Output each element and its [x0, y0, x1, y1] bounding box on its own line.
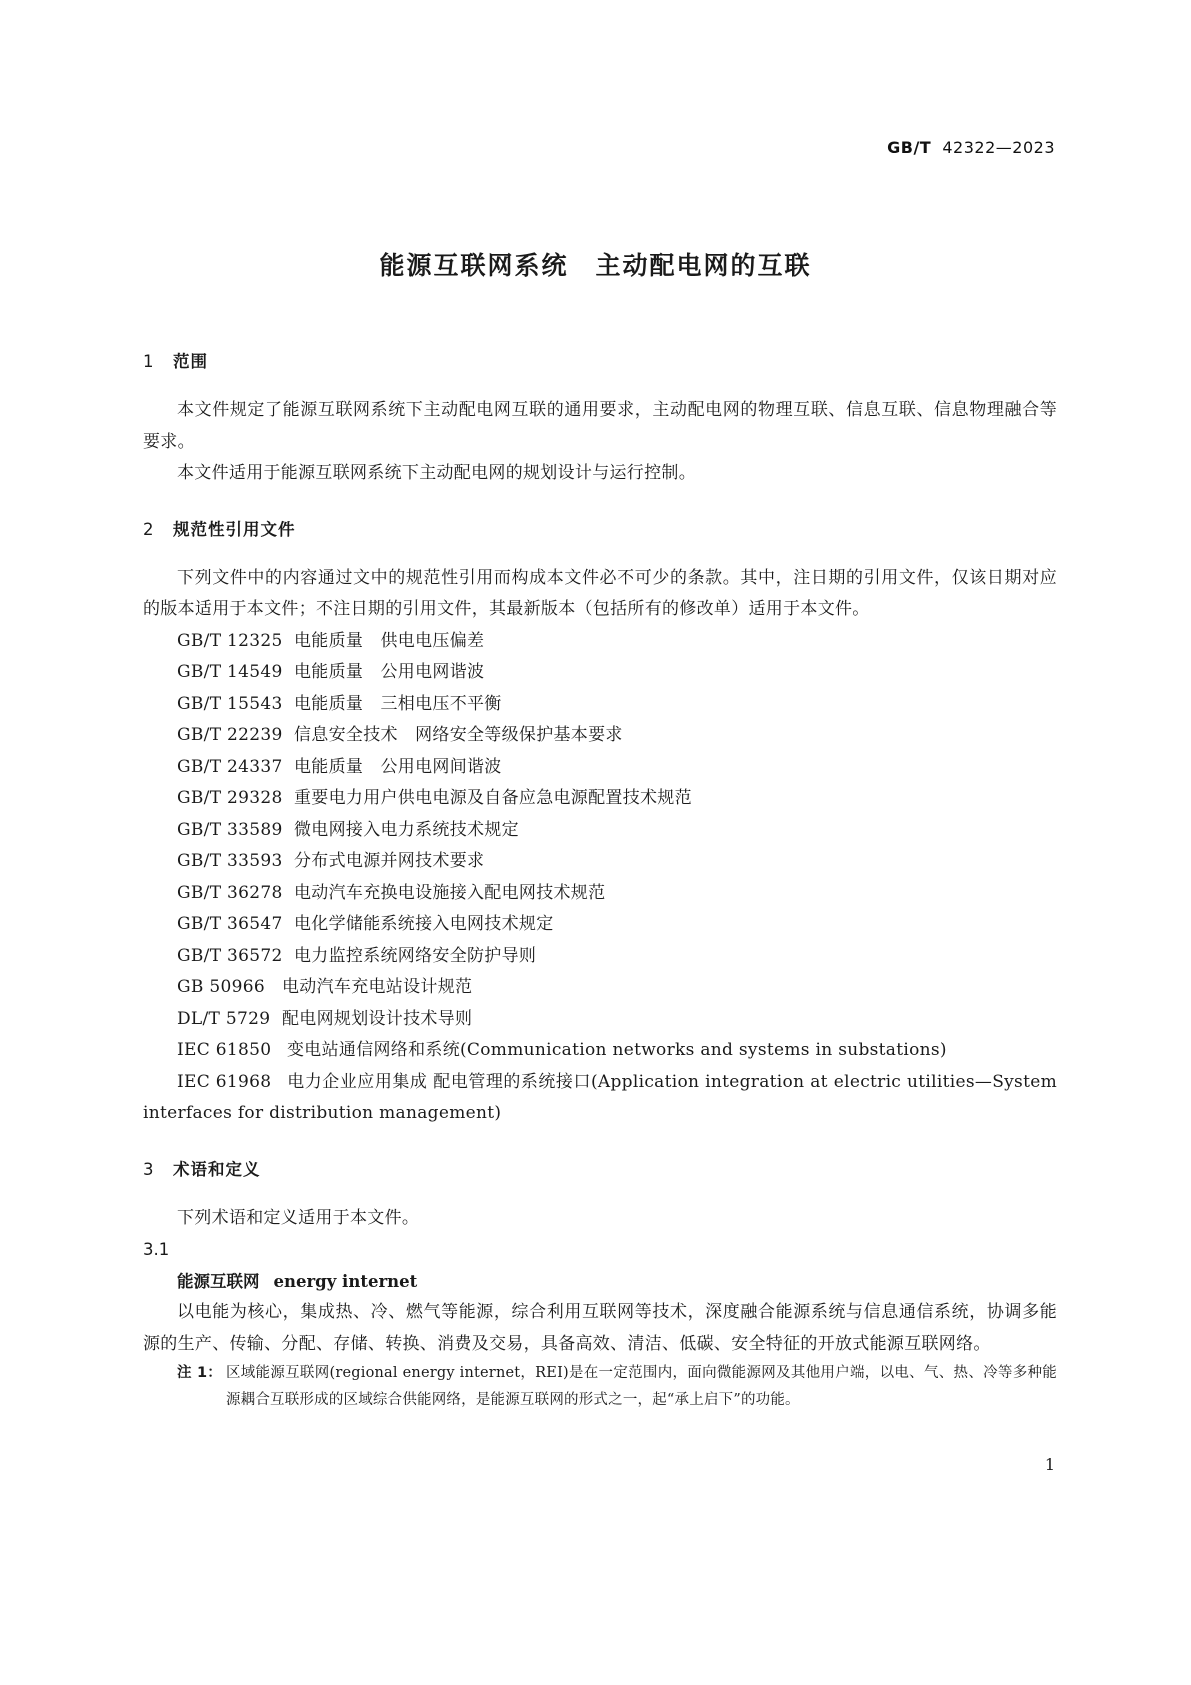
- reference-code: IEC 61850: [177, 1040, 272, 1060]
- reference-item: [143, 972, 1057, 1004]
- note-label: 注 1：: [177, 1365, 222, 1381]
- standard-number: 42322—2023: [942, 138, 1055, 157]
- term-number: 3.1: [143, 1240, 170, 1259]
- reference-title: 电动汽车充电站设计规范: [282, 977, 473, 997]
- note-text: 区域能源互联网(regional energy internet，REI)是在一定范围内，面向微能源网及其他用户端，以电、气、热、冷等多种能源耦合互联形成的区域综合供能网络，是能源互联网的形式之一，起“承上启下”的功能。: [225, 1365, 1057, 1408]
- reference-code: GB/T 33593: [177, 851, 283, 871]
- reference-item: [143, 626, 1057, 658]
- reference-title: 重要电力用户供电电源及自备应急电源配置技术规范: [294, 788, 692, 808]
- term-name-zh: 能源互联网: [177, 1271, 260, 1291]
- section-title: 术语和定义: [173, 1159, 261, 1179]
- reference-item: [143, 815, 1057, 847]
- reference-title: 电能质量 公用电网谐波: [294, 662, 485, 682]
- reference-code: GB/T 24337: [177, 756, 283, 777]
- reference-code: GB 50966: [177, 977, 265, 997]
- standard-prefix: GB/T: [887, 138, 932, 157]
- document-body: [143, 346, 1057, 1414]
- reference-code: GB/T 22239: [177, 725, 283, 745]
- reference-title: 配电网规划设计技术导则: [282, 1008, 473, 1029]
- section-number: 1: [143, 352, 154, 371]
- reference-title: 电动汽车充换电设施接入配电网技术规范: [294, 882, 606, 903]
- reference-item: [143, 752, 1057, 784]
- standard-code: [887, 138, 1055, 157]
- reference-item: [143, 720, 1057, 752]
- scope-paragraph-2: 本文件适用于能源互联网系统下主动配电网的规划设计与运行控制。: [177, 463, 696, 483]
- reference-code: IEC 61968: [177, 1071, 272, 1092]
- reference-item-wrapped: [143, 1067, 1057, 1130]
- section-title: 范围: [173, 352, 208, 371]
- reference-item: [143, 1035, 1057, 1067]
- reference-code: GB/T 12325: [177, 630, 283, 651]
- page-number: 1: [1044, 1455, 1055, 1474]
- section-1-heading: [143, 346, 1057, 377]
- section-title: 规范性引用文件: [173, 519, 296, 539]
- reference-code: GB/T 36547: [177, 914, 283, 934]
- reference-item: [143, 657, 1057, 689]
- term-definition: 以电能为核心，集成热、冷、燃气等能源，综合利用互联网等技术，深度融合能源系统与信息通信系统，协调多能源的生产、传输、分配、存储、转换、消费及交易，具备高效、清洁、低碳、安全特征的开放式能源互联网络。: [143, 1302, 1057, 1354]
- section-3-heading: [143, 1154, 1057, 1185]
- reference-code: GB/T 33589: [177, 819, 283, 840]
- reference-title: 电力企业应用集成 配电管理的系统接口(Application integration at electric utilities—System interfaces for distribution management): [143, 1071, 1057, 1123]
- reference-title: 电化学储能系统接入电网技术规定: [294, 914, 554, 934]
- reference-title: 电力监控系统网络安全防护导则: [294, 945, 537, 966]
- normative-intro: 下列文件中的内容通过文中的规范性引用而构成本文件必不可少的条款。其中，注日期的引用文件，仅该日期对应的版本适用于本文件；不注日期的引用文件，其最新版本（包括所有的修改单）适用于本文件。: [143, 567, 1057, 619]
- reference-title: 微电网接入电力系统技术规定: [294, 819, 519, 840]
- term-name: [143, 1266, 1057, 1298]
- terms-intro: 下列术语和定义适用于本文件。: [177, 1207, 420, 1228]
- reference-item: [143, 846, 1057, 878]
- reference-item: [143, 909, 1057, 941]
- reference-list: [143, 626, 1057, 1067]
- reference-item: [143, 941, 1057, 973]
- reference-code: GB/T 36572: [177, 945, 283, 966]
- reference-item: [143, 689, 1057, 721]
- reference-code: GB/T 14549: [177, 662, 283, 682]
- reference-item: [143, 783, 1057, 815]
- scope-paragraph-1: 本文件规定了能源互联网系统下主动配电网互联的通用要求，主动配电网的物理互联、信息互联、信息物理融合等要求。: [143, 400, 1057, 452]
- reference-title: 电能质量 供电电压偏差: [294, 630, 485, 651]
- reference-code: GB/T 36278: [177, 882, 283, 903]
- reference-title: 变电站通信网络和系统(Communication networks and systems in substations): [287, 1040, 947, 1060]
- reference-title: 分布式电源并网技术要求: [294, 851, 485, 871]
- term-name-en: energy internet: [273, 1271, 418, 1291]
- reference-code: GB/T 29328: [177, 788, 283, 808]
- reference-code: GB/T 15543: [177, 693, 283, 714]
- reference-title: 电能质量 公用电网间谐波: [294, 756, 502, 777]
- section-number: 2: [143, 519, 154, 539]
- section-number: 3: [143, 1159, 154, 1179]
- section-2-heading: [143, 514, 1057, 545]
- reference-title: 信息安全技术 网络安全等级保护基本要求: [294, 725, 623, 745]
- reference-item: [143, 878, 1057, 910]
- reference-code: DL/T 5729: [177, 1008, 271, 1029]
- reference-title: 电能质量 三相电压不平衡: [294, 693, 502, 714]
- reference-item: [143, 1004, 1057, 1036]
- term-note: [143, 1360, 1057, 1414]
- document-title: 能源互联网系统 主动配电网的互联: [379, 251, 812, 280]
